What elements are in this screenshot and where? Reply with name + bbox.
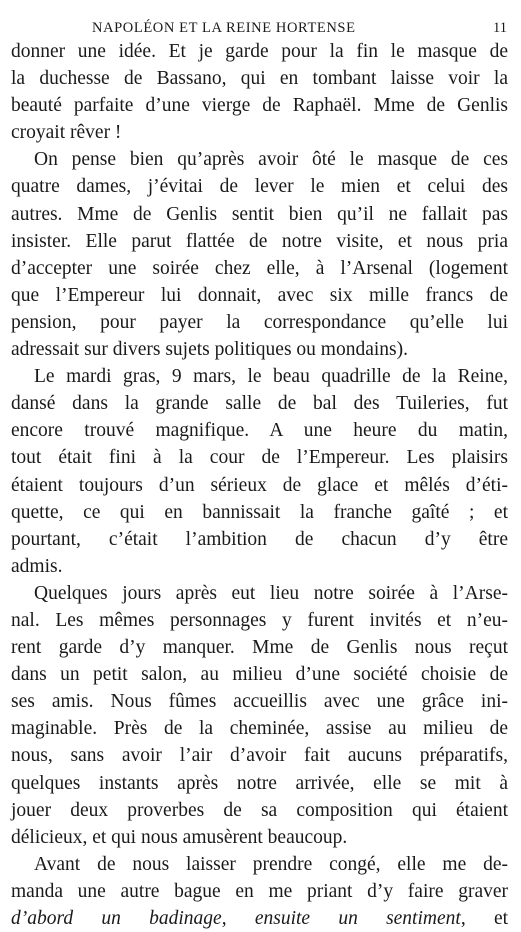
text-line: délicieux, et qui nous amusèrent beaucoup. [11,826,348,848]
separator-text: , [221,908,255,929]
separator-text: , et [460,908,509,929]
text-line: quatre dames, j’évitai de lever le mien et celui des [11,176,508,198]
text-line: la duchesse de Bassano, qui en tombant laisse voir la [11,68,508,90]
text-line: admis. [11,555,63,577]
text-line: manda une autre bague en me priant d’y faire graver [11,880,508,902]
text-line: insister. Elle parut flattée de notre visite, et nous pria [11,230,508,252]
text-line: adressait sur divers sujets politiques ou mondains). [11,339,408,361]
italic-phrase: ensuite un sentiment [254,908,461,929]
text-line: maginable. Près de la cheminée, assise au milieu de [11,718,508,740]
italic-phrase: d’abord un badinage [11,908,222,929]
text-line: autres. Mme de Genlis sentit bien qu’il ne fallait pas [11,203,508,225]
running-title: NAPOLÉON ET LA REINE HORTENSE [92,20,356,36]
text-line: Le mardi gras, 9 mars, le beau quadrille de la Reine, [34,366,508,388]
text-line: pension, pour payer la correspondance qu’elle lui [11,311,508,333]
text-line: Quelques jours après eut lieu notre soirée à l’Arse- [34,582,508,604]
body-text [11,38,508,932]
text-line: étaient toujours d’un sérieux de glace et mêlés d’éti- [11,474,508,496]
page-number: 11 [493,20,507,36]
text-line: donner une idée. Et je garde pour la fin le masque de [11,41,508,62]
text-line: rent garde d’y manquer. Mme de Genlis nous reçut [11,637,508,659]
text-line: On pense bien qu’après avoir ôté le masque de ces [34,149,508,171]
text-line: encore trouvé magnifique. A une heure du matin, [11,420,508,442]
text-line-last [11,905,508,932]
text-line: quette, ce qui en bannissait la franche gaîté ; et [11,501,508,523]
text-line: nous, sans avoir l’air d’avoir fait aucuns préparatifs, [11,745,508,767]
text-line: dans un petit salon, au milieu d’une société choisie de [11,664,508,686]
text-line: que l’Empereur lui donnait, avec six mille francs de [11,284,508,306]
text-line: beauté parfaite d’une vierge de Raphaël. Mme de Genlis [11,95,508,117]
text-line: ses amis. Nous fûmes accueillis avec une grâce ini- [11,691,508,713]
text-line: d’accepter une soirée chez elle, à l’Arsenal (logement [11,257,508,279]
text-line: nal. Les mêmes personnages y furent invités et n’eu- [11,609,508,631]
text-line: pourtant, c’était l’ambition de chacun d’y être [11,528,508,550]
text-line: dansé dans la grande salle de bal des Tuileries, fut [11,393,508,415]
text-line: croyait rêver ! [11,122,122,144]
text-line: jouer deux proverbes de sa composition qui étaient [11,799,508,821]
text-line: quelques instants après notre arrivée, elle se mit à [11,772,508,794]
text-line: tout était fini à la cour de l’Empereur. Les plaisirs [11,447,508,469]
text-line: Avant de nous laisser prendre congé, elle me de- [34,853,508,875]
